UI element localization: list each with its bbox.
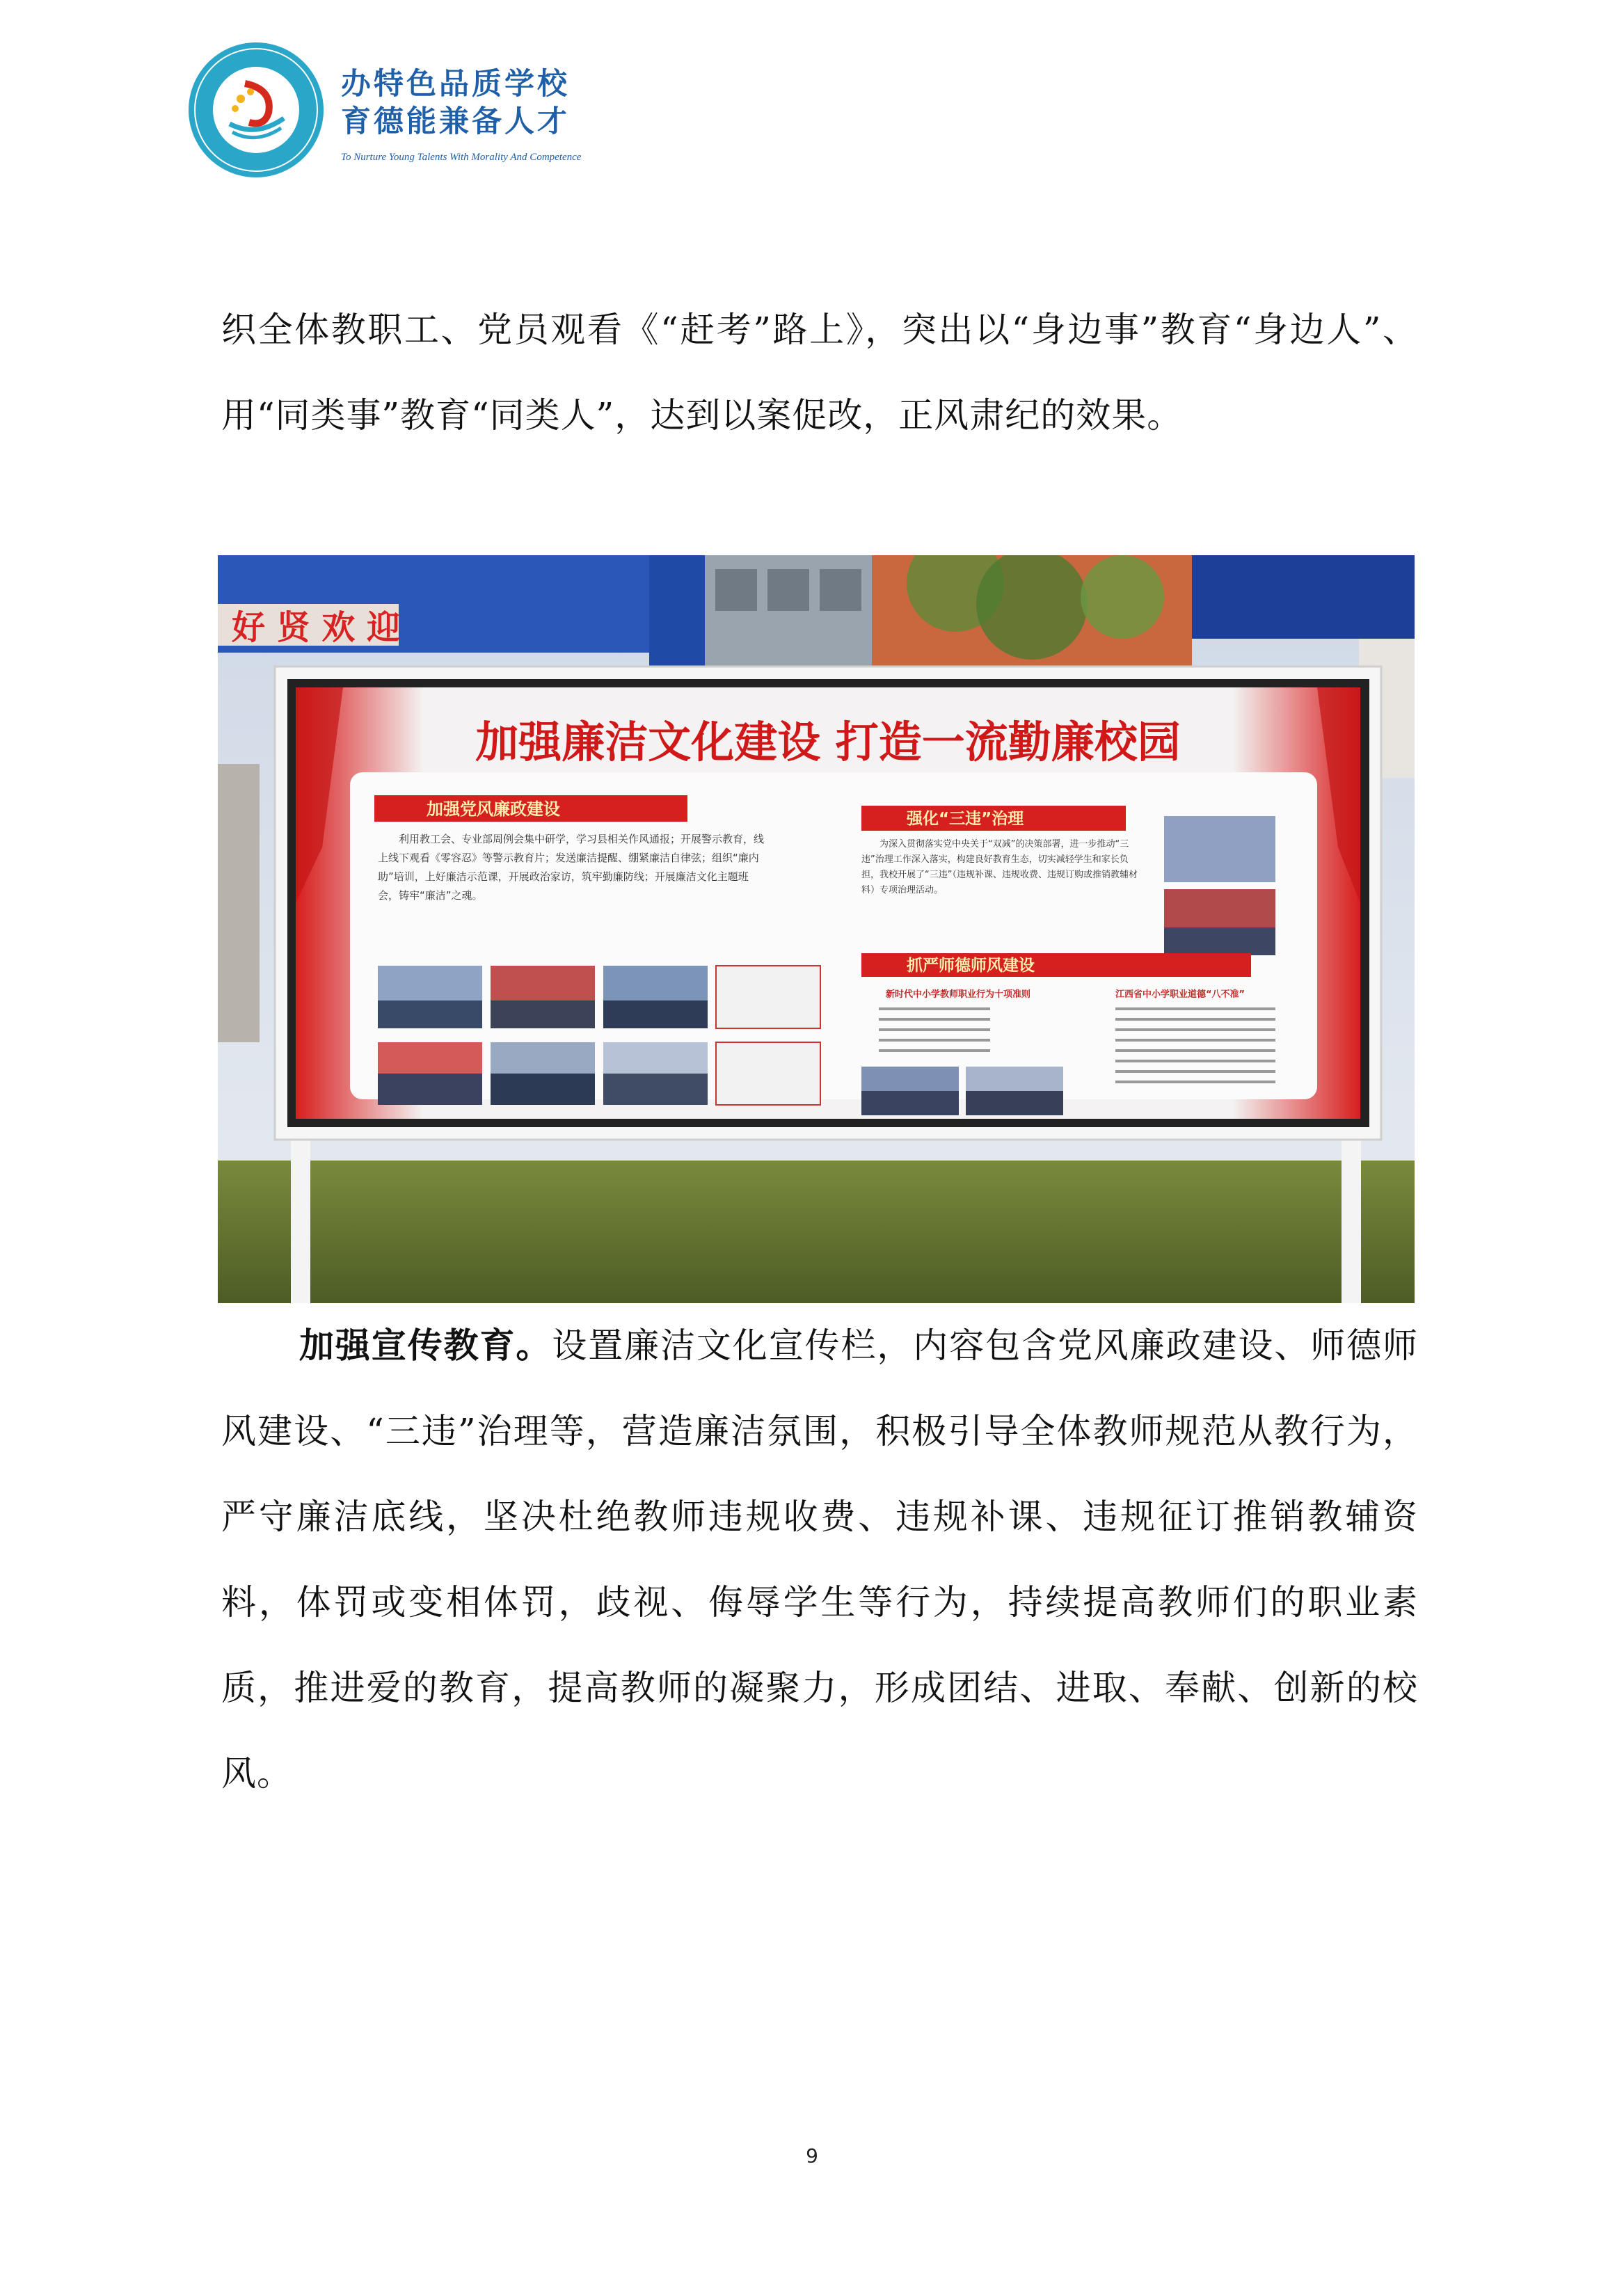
school-motto bbox=[341, 65, 570, 141]
paragraph-2 bbox=[221, 1303, 1418, 1817]
school-seal-icon bbox=[186, 40, 326, 180]
section3-title: 抓严师德师风建设 bbox=[907, 957, 1035, 975]
paragraph-2-text: 设置廉洁文化宣传栏，内容包含党风廉政建设、师德师风建设、“三违”治理等，营造廉洁氛围，积极引导全体教师规范从教行为，严守廉洁底线，坚决杜绝教师违规收费、违规补课、违规征订推销教辅资料，体罚或变相体罚，歧视、侮辱学生等行为，持续提高教师们的职业素质，推进爱的教育，提高教师的凝聚力，形成团结、进取、奉献、创新的校风。 bbox=[221, 1325, 1419, 1794]
motto-line-1: 办特色品质学校 bbox=[341, 67, 570, 102]
section3-sub2: 江西省中小学职业道德“八不准” bbox=[1115, 989, 1245, 1000]
motto-english: To Nurture Young Talents With Morality And Competence bbox=[341, 152, 582, 163]
section2-title: 强化“三违”治理 bbox=[907, 810, 1024, 828]
section2-text: 为深入贯彻落实党中央关于“双减”的决策部署，进一步推动“三违”治理工作深入落实，构建良好教育生态，切实减轻学生和家长负担，我校开展了“三违”（违规补课、违规收费、违规订购或推销教辅材料）专项治理活动。 bbox=[861, 839, 1138, 895]
section1-title: 加强党风廉政建设 bbox=[427, 799, 560, 819]
school-logo bbox=[186, 40, 590, 180]
section1-text: 利用教工会、专业部周例会集中研学，学习县相关作风通报；开展警示教育，线上线下观看《零容忍》等警示教育片；发送廉洁提醒、绷紧廉洁自律弦；组织“廉内助”培训，上好廉洁示范课，开展政治家访，筑牢勤廉防线；开展廉洁文化主题班会，铸牢“廉洁”之魂。 bbox=[378, 833, 765, 902]
page-number: 9 bbox=[806, 2144, 818, 2167]
bulletin-board-photo bbox=[218, 555, 1415, 1303]
banner-fragment: 好 贤 欢 迎 bbox=[232, 608, 401, 647]
section3-sub1: 新时代中小学教师职业行为十项准则 bbox=[886, 989, 1031, 1000]
board-title: 加强廉洁文化建设 打造一流勤廉校园 bbox=[475, 717, 1181, 767]
motto-line-2: 育德能兼备人才 bbox=[341, 104, 570, 139]
paragraph-1: 织全体教职工、党员观看《“赶考”路上》，突出以“身边事”教育“身边人”、用“同类事”教育“同类人”，达到以案促改，正风肃纪的效果。 bbox=[221, 310, 1418, 436]
paragraph-2-lead: 加强宣传教育。 bbox=[299, 1325, 552, 1366]
